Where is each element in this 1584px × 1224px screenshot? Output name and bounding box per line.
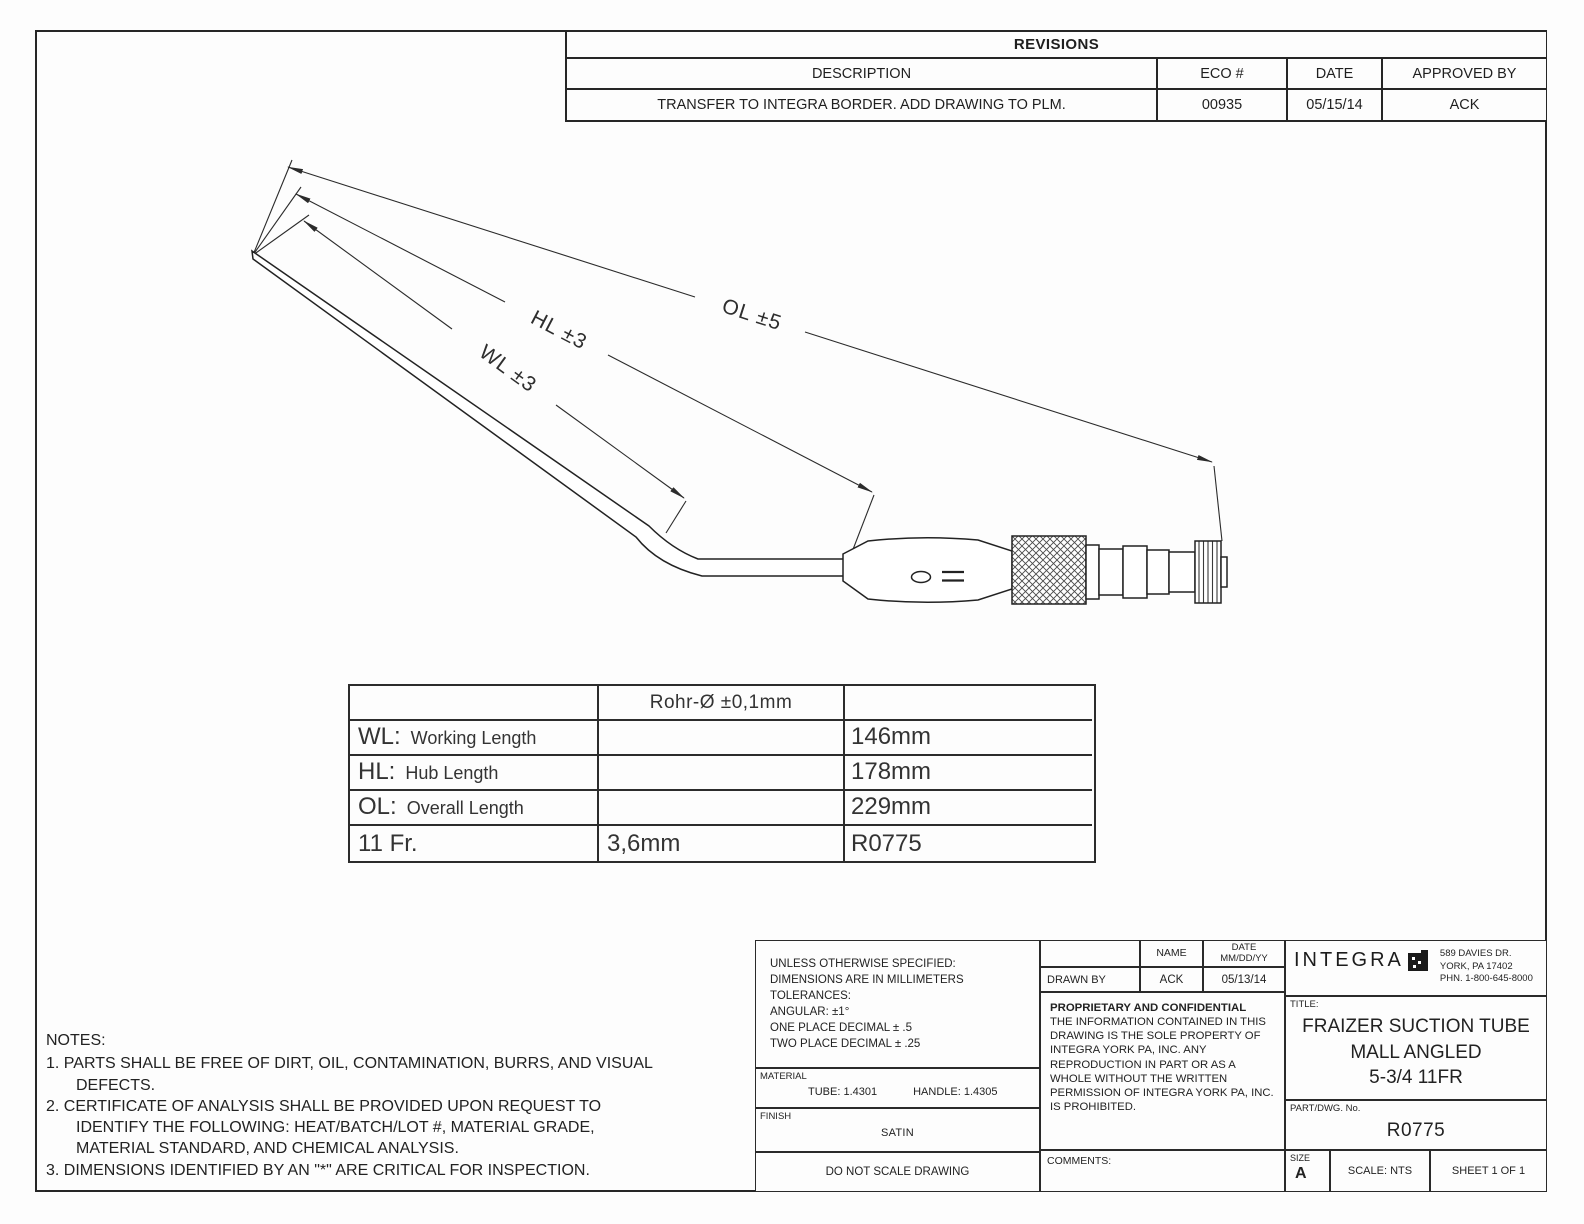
tolerance-line: TWO PLACE DECIMAL ± .25 [770,1038,921,1051]
title-line2: MALL ANGLED [1350,1041,1482,1063]
address-line1: 589 DAVIES DR. [1439,948,1512,959]
integra-wordmark: INTEGRA [1294,949,1404,971]
notes-title: NOTES: [46,1032,106,1049]
end-connector-nut [1195,541,1221,603]
suction-tube-drawing [140,140,1290,660]
dimension-lines [288,167,1212,498]
revisions-header-row [567,59,1546,90]
handle-vent-hole [912,572,931,583]
do-not-scale-cell: DO NOT SCALE DRAWING [755,1152,1040,1192]
part-number-value: R0775 [1386,1120,1446,1141]
revisions-data-row [567,90,1546,122]
dim-table-row-hl-label [350,756,599,791]
dim-table-row-fr-mid: 3,6mm [599,826,845,861]
part-number-cell [1285,1100,1547,1150]
dim-table-cell-blank [845,686,1092,721]
company-address [1440,948,1533,986]
dim-table-row-wl-value: 146mm [845,721,1092,756]
hl-abbr: HL: [358,758,396,785]
dim-table-cell-blank [350,686,599,721]
size-label: SIZE [1290,1153,1311,1163]
address-line2: YORK, PA 17402 [1439,960,1513,972]
hub-rib [1147,550,1169,594]
tolerances-cell [755,940,1040,1068]
wl-name: Working Length [410,728,537,748]
part-number-label: PART/DWG. No. [1290,1103,1361,1114]
sheet-cell: SHEET 1 OF 1 [1430,1150,1547,1192]
scale-cell: SCALE: NTS [1330,1150,1430,1192]
dim-table-row-hl-value: 178mm [845,756,1092,791]
size-cell [1285,1150,1330,1192]
drawn-by-name-cell: ACK [1140,967,1203,992]
revision-date: 05/15/14 [1286,90,1381,120]
dim-table-row-ol-value: 229mm [845,791,1092,826]
address-line3: PHN. 1-800-645-8000 [1439,973,1533,985]
dim-table-row-hl-mid [599,756,845,791]
note-item-1: 1. PARTS SHALL BE FREE OF DIRT, OIL, CONTAMINATION, BURRS, AND VISUAL DEFECTS. [46,1055,653,1094]
revisions-col-approved: APPROVED BY [1381,59,1546,88]
hub-rib [1099,549,1123,595]
dim-table-row-ol-label [350,791,599,826]
comments-cell: COMMENTS: [1040,1150,1285,1192]
tolerance-line: TOLERANCES: [770,990,851,1003]
name-date-blank-cell [1040,940,1140,967]
finish-cell [755,1108,1040,1152]
fr-name [418,856,428,861]
knurled-grip [1012,536,1086,604]
proprietary-cell [1040,992,1285,1150]
revisions-table [565,32,1546,122]
suction-tube-shaft [252,251,845,576]
dim-label-overall-length: OL ±5 [719,294,785,336]
tolerance-line: UNLESS OTHERWISE SPECIFIED: [770,958,956,970]
size-value: A [1295,1165,1307,1182]
note-item-2: 2. CERTIFICATE OF ANALYSIS SHALL BE PROVIDED UPON REQUEST TO IDENTIFY THE FOLLOWING: HEAT/BATCH/LOT #, MATERIAL GRADE, MATERIAL STANDARD, AND CHEMICAL ANALYSIS. [46,1097,602,1158]
end-connector-tip [1221,557,1227,587]
tolerance-line: DIMENSIONS ARE IN MILLIMETERS [770,974,964,987]
material-handle: HANDLE: 1.4305 [913,1086,998,1098]
drawn-by-label-cell: DRAWN BY [1040,967,1140,992]
integra-logo-icon [1407,950,1431,974]
proprietary-body: THE INFORMATION CONTAINED IN THIS DRAWING IS THE SOLE PROPERTY OF INTEGRA YORK PA, INC. ANY REPRODUCTION IN PART OR AS A WHOLE WITHOUT THE WRITTEN PERMISSION OF INTEGRA YORK PA, INC. IS PROHIBITED. [1050,1016,1274,1113]
dim-table-row-fr-label [350,826,599,861]
title-label: TITLE: [1290,999,1319,1010]
dim-table-row-fr-value: R0775 [851,830,922,857]
note-item-3: 3. DIMENSIONS IDENTIFIED BY AN "*" ARE CRITICAL FOR INSPECTION. [46,1161,590,1179]
proprietary-title: PROPRIETARY AND CONFIDENTIAL [1050,1002,1247,1014]
drawing-title [1286,1014,1546,1091]
dim-table-header-tube-diameter: Rohr-Ø ±0,1mm [599,686,845,721]
company-cell [1285,940,1547,996]
finish-value: SATIN [880,1127,915,1139]
date-header-cell [1203,940,1285,967]
tolerance-line: ANGULAR: ±1° [770,1006,850,1019]
suction-tube-handle [843,538,1012,603]
dim-table-row-ol-mid [599,791,845,826]
revision-eco-number: 00935 [1156,90,1286,120]
title-line3: 5-3/4 11FR [1369,1067,1463,1089]
dim-table-row-wl-label [350,721,599,756]
title-block [755,940,1547,1192]
wl-abbr: WL: [358,723,401,750]
dimension-table [348,684,1096,863]
date-header-line1: DATE [1231,941,1257,953]
revisions-col-description: DESCRIPTION [811,65,912,82]
hl-name: Hub Length [405,763,499,783]
finish-label: FINISH [760,1111,792,1122]
revision-approved-by: ACK [1381,90,1546,120]
ol-abbr: OL: [358,793,397,820]
notes-section [46,1030,674,1181]
title-line1: FRAIZER SUCTION TUBE [1302,1016,1530,1037]
dim-label-hub-length: HL ±3 [527,306,591,355]
dim-label-working-length: WL ±3 [474,340,541,398]
material-label: MATERIAL [760,1071,807,1082]
name-header-cell: NAME [1140,940,1203,967]
revision-description: TRANSFER TO INTEGRA BORDER. ADD DRAWING TO PLM. [657,97,1066,113]
tolerance-line: ONE PLACE DECIMAL ± .5 [770,1022,913,1035]
date-header-line2: MM/DD/YY [1220,952,1268,964]
hub-rib [1123,546,1147,598]
fr-abbr: 11 Fr. [358,830,418,857]
revisions-col-date: DATE [1286,59,1381,88]
material-cell [755,1068,1040,1108]
material-tube: TUBE: 1.4301 [808,1086,878,1098]
revisions-col-eco: ECO # [1156,59,1286,88]
hub-rib [1086,545,1099,599]
hub-rib [1169,552,1195,592]
revisions-title: REVISIONS [567,32,1546,59]
title-cell [1285,996,1547,1100]
ol-name: Overall Length [406,798,524,818]
dim-table-row-wl-mid [599,721,845,756]
drawn-by-date-cell: 05/13/14 [1203,967,1285,992]
